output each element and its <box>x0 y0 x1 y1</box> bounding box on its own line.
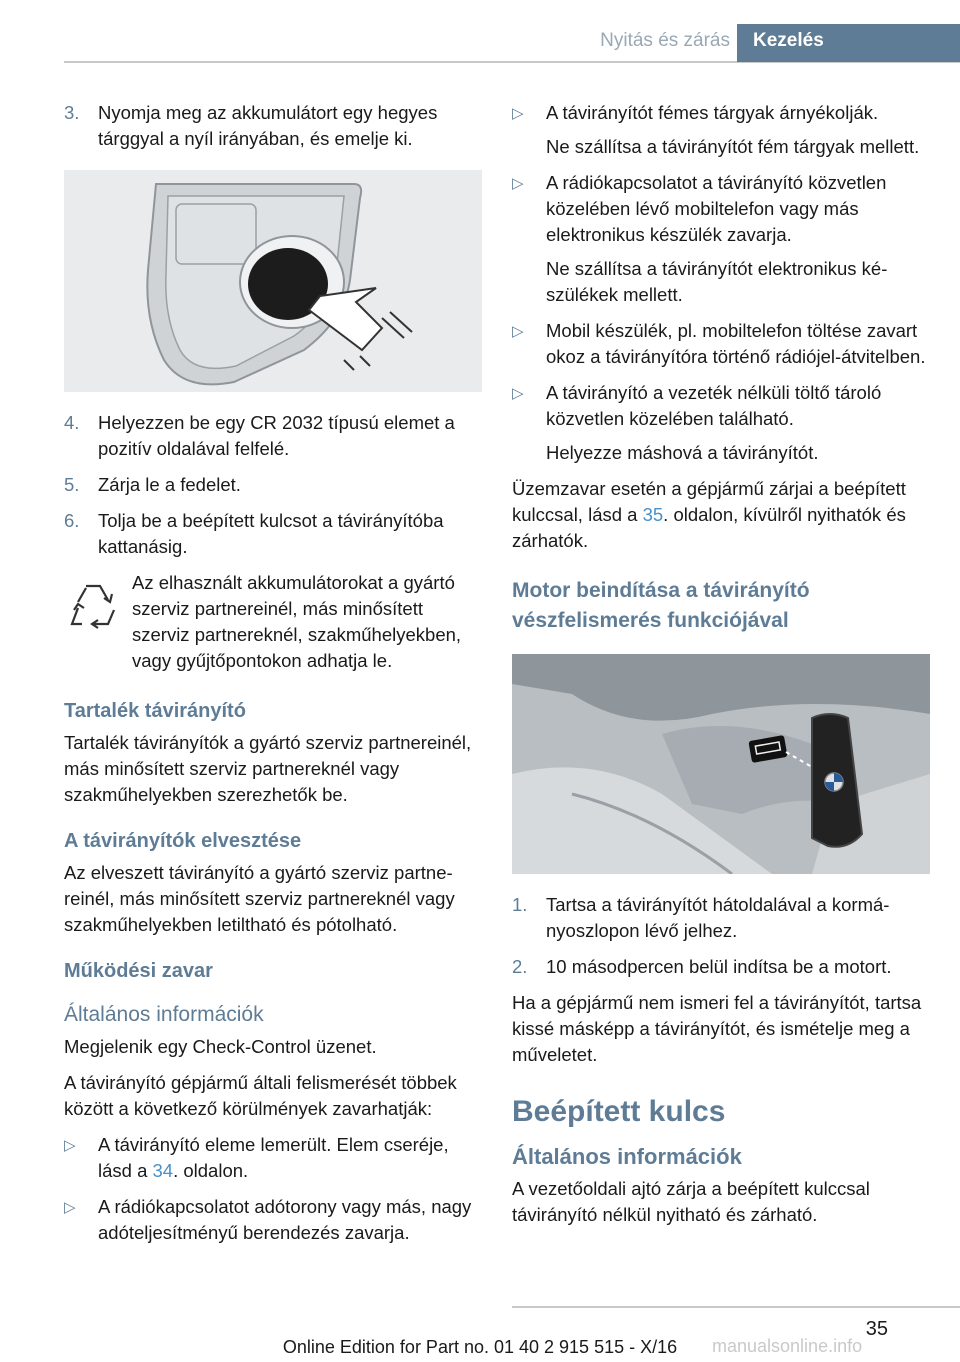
header-chapter-tab: Kezelés <box>737 24 960 62</box>
engine-start-heading: Motor beindítása a távirányító vészfelismerés funkciójával <box>512 579 810 632</box>
bullet-charging: ▷ Mobil készülék, pl. mobiltelefon töltése zavart okoz a távirányítóra történő rádiójel-átvitelben. <box>512 318 930 370</box>
bullet-phone: ▷ A rádiókapcsolatot a távirányító közvetlen közelében lévő mobiltelefon vagy más elektronikus készülék zavarja. Ne szállítsa a távirányítót elektronikus készülékek mellett. <box>512 170 930 308</box>
recycle-icon <box>64 580 122 634</box>
edition-footer: Online Edition for Part no. 01 40 2 915 515 - X/16 <box>282 1337 678 1357</box>
page-number: 35 <box>865 1318 888 1340</box>
right-column <box>512 100 930 1238</box>
steering-column-figure <box>512 654 930 874</box>
engine-step-2: 2. 10 másodpercen belül indítsa be a motort. <box>512 956 892 977</box>
step-3: 3. Nyomja meg az akkumulátort egy hegyes tárggyal a nyíl irányában, és emelje ki. <box>64 102 438 149</box>
fault-text: Üzemzavar esetén a gépjármű zárjai a beépített kulccsal, lásd a 35. oldalon, kívülről nyithatók és zárhatók. <box>512 478 906 551</box>
integrated-key-heading: Beépített kulcs <box>512 1095 726 1128</box>
retry-text: Ha a gépjármű nem ismeri fel a távirányítót, tartsa kissé másképp a távirányítót, és ismételje meg a műveletet. <box>512 992 922 1065</box>
engine-step-1: 1. Tartsa a távirányítót hátoldalával a kormányoszlopon lévő jelhez. <box>512 894 890 941</box>
page-35-link[interactable]: 35 <box>642 504 664 525</box>
step-6: 6. Tolja be a beépített kulcsot a távirányítóba kattanásig. <box>64 510 444 557</box>
general-info-heading: Általános információk <box>64 1003 264 1026</box>
check-control-text: Megjelenik egy Check-Control üzenet. <box>64 1036 377 1057</box>
watermark: manualsonline.info <box>712 1336 863 1356</box>
left-column <box>64 100 482 1256</box>
triangle-bullet-icon: ▷ <box>64 1137 76 1154</box>
step-5: 5. Zárja le a fedelet. <box>64 474 241 495</box>
triangle-bullet-icon: ▷ <box>512 105 524 122</box>
spare-remote-text: Tartalék távirányítók a gyártó szerviz partnereinél, más minősített szerviz partnereknél vagy szakműhelyekben szerezhetők be. <box>64 732 472 805</box>
recycle-note: Az elhasznált akkumulátorokat a gyártó szerviz partnereinél, más minősített szerviz partnereknél, szakműhelyekben, vagy gyűjtőpontokon adhatja le. <box>64 570 482 674</box>
recognition-text: A távirányító gépjármű általi felismerését többek között a következő körülmények zavarhatják: <box>64 1072 457 1119</box>
key-battery-figure <box>64 170 482 392</box>
triangle-bullet-icon: ▷ <box>512 175 524 192</box>
lost-remote-heading: A távirányítók elvesztése <box>64 830 302 852</box>
triangle-bullet-icon: ▷ <box>512 323 524 340</box>
key-battery-illustration <box>64 170 482 392</box>
malfunction-heading: Működési zavar <box>64 960 213 982</box>
integrated-key-general-heading: Általános információk <box>512 1144 742 1169</box>
bullet-radio-tower: ▷ A rádiókapcsolatot adótorony vagy más, nagy adóteljesítményű berendezés zavarja. <box>64 1194 482 1246</box>
step-4: 4. Helyezzen be egy CR 2032 típusú elemet a pozitív oldalával felfelé. <box>64 412 455 459</box>
lost-remote-text: Az elveszett távirányító a gyártó szerviz partnereinél, más minősített szerviz partnereknél vagy szakműhelyekben letiltható és pótolható. <box>64 862 455 935</box>
integrated-key-text: A vezetőoldali ajtó zárja a beépített kulccsal távirányító nélkül nyitható és zárható. <box>512 1178 870 1225</box>
bullet-battery: ▷ A távirányító eleme lemerült. Elem cseréje, lásd a 34. oldalon. <box>64 1132 482 1184</box>
bullet-wireless-charger: ▷ A távirányító a vezeték nélküli töltő tároló közvetlen közelében található. Helyezze máshová a távirányítót. <box>512 380 930 466</box>
spare-remote-heading: Tartalék távirányító <box>64 700 246 722</box>
steering-column-illustration <box>512 654 930 874</box>
footer-rule <box>512 1306 960 1308</box>
header-section-title: Nyitás és zárás <box>600 30 730 51</box>
triangle-bullet-icon: ▷ <box>64 1199 76 1216</box>
bullet-metal: ▷ A távirányítót fémes tárgyak árnyékolják. Ne szállítsa a távirányítót fém tárgyak mellett. <box>512 100 930 160</box>
page-34-link[interactable]: 34 <box>152 1160 174 1181</box>
triangle-bullet-icon: ▷ <box>512 385 524 402</box>
